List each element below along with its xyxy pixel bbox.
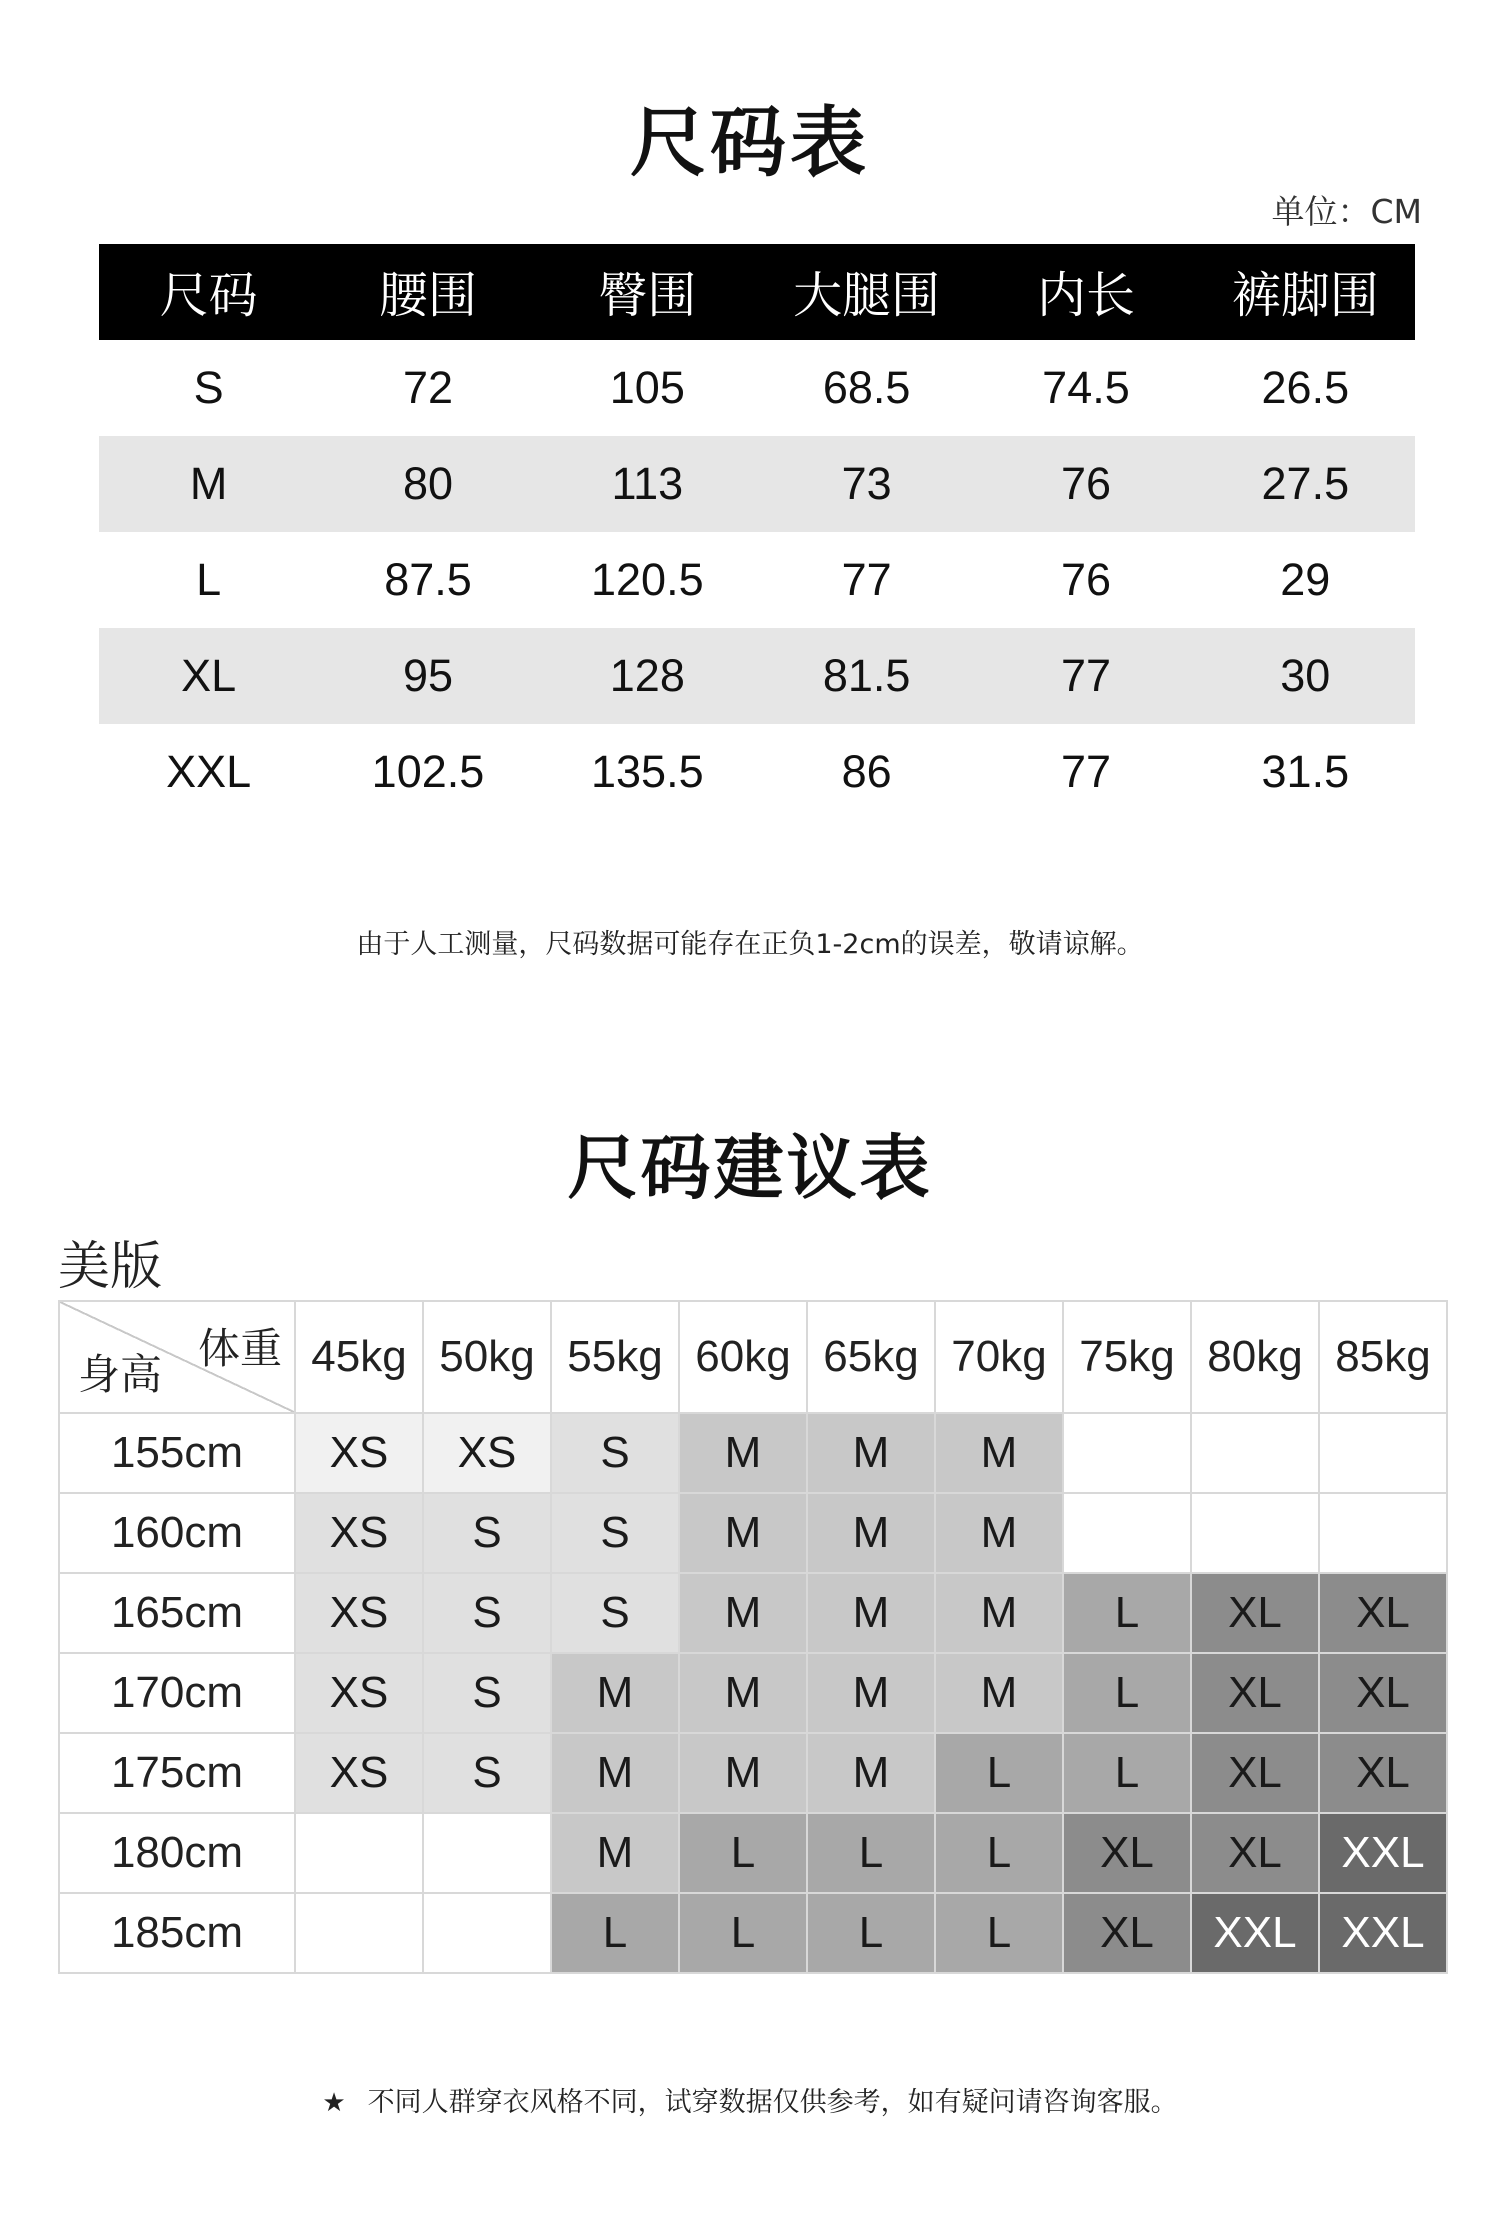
recommended-size-cell: M (935, 1573, 1063, 1653)
recommended-size-cell: M (807, 1573, 935, 1653)
recommended-size-cell: L (551, 1893, 679, 1973)
measurement-cell: 30 (1196, 628, 1415, 724)
height-row (59, 1893, 1447, 1973)
measurement-cell: 135.5 (591, 746, 704, 797)
corner-cell (59, 1301, 295, 1413)
recommended-size-cell: XXL (1319, 1813, 1447, 1893)
version-label: 美版 (58, 1237, 163, 1297)
recommended-size-cell: M (935, 1653, 1063, 1733)
header-hip: 臀围 (538, 244, 757, 340)
recommended-size-cell: XS (423, 1413, 551, 1493)
height-row (59, 1493, 1447, 1573)
recommended-size-cell: L (935, 1893, 1063, 1973)
recommended-size-cell: M (679, 1413, 807, 1493)
recommended-size-cell (1063, 1493, 1191, 1573)
recommendation-table (58, 1300, 1448, 1974)
size-row (99, 436, 1415, 532)
measurement-cell: 86 (841, 746, 892, 797)
header-leg-opening: 裤脚围 (1196, 244, 1415, 340)
recommended-size-cell: XL (1063, 1813, 1191, 1893)
weight-header-cell: 85kg (1319, 1301, 1447, 1413)
size-chart-header-row (99, 244, 1415, 340)
weight-header-cell: 55kg (551, 1301, 679, 1413)
recommended-size-cell: L (807, 1893, 935, 1973)
weight-header-cell: 45kg (295, 1301, 423, 1413)
weight-header-cell: 70kg (935, 1301, 1063, 1413)
recommended-size-cell (1063, 1413, 1191, 1493)
recommended-size-cell: S (423, 1573, 551, 1653)
recommended-size-cell (295, 1893, 423, 1973)
recommended-size-cell: M (679, 1653, 807, 1733)
recommended-size-cell: M (679, 1573, 807, 1653)
measurement-cell: 120.5 (591, 554, 704, 605)
measurement-cell: 76 (976, 436, 1195, 532)
recommended-size-cell: XS (295, 1653, 423, 1733)
height-row (59, 1653, 1447, 1733)
recommended-size-cell: XL (1191, 1813, 1319, 1893)
header-waist: 腰围 (318, 244, 537, 340)
recommended-size-cell: L (1063, 1573, 1191, 1653)
height-label-cell: 180cm (59, 1813, 295, 1893)
recommended-size-cell: XL (1319, 1653, 1447, 1733)
star-icon: ★ (322, 2088, 346, 2118)
size-row (99, 532, 1415, 628)
measurement-cell: 68.5 (822, 362, 911, 413)
recommended-size-cell: XXL (1319, 1893, 1447, 1973)
measurement-cell: 74.5 (1042, 362, 1130, 413)
recommended-size-cell: S (551, 1413, 679, 1493)
height-label-cell: 155cm (59, 1413, 295, 1493)
recommended-size-cell: L (679, 1813, 807, 1893)
recommendation-title: 尺码建议表 (567, 1127, 933, 1209)
weight-axis-label: 体重 (197, 1324, 282, 1373)
recommended-size-cell: M (807, 1733, 935, 1813)
measurement-cell: 77 (1060, 746, 1111, 797)
recommended-size-cell (1191, 1413, 1319, 1493)
measurement-cell: 128 (538, 628, 757, 724)
recommended-size-cell: M (807, 1413, 935, 1493)
header-thigh: 大腿围 (757, 244, 976, 340)
recommended-size-cell: M (807, 1653, 935, 1733)
recommended-size-cell (423, 1893, 551, 1973)
recommended-size-cell: M (551, 1813, 679, 1893)
measurement-cell: 77 (976, 628, 1195, 724)
size-chart-table (99, 244, 1415, 820)
recommended-size-cell: XS (295, 1573, 423, 1653)
recommended-size-cell: XL (1319, 1733, 1447, 1813)
height-label-cell: 160cm (59, 1493, 295, 1573)
size-row (99, 724, 1415, 820)
size-label-cell: S (193, 362, 224, 413)
height-row (59, 1733, 1447, 1813)
measurement-cell: 81.5 (757, 628, 976, 724)
recommended-size-cell: XXL (1191, 1893, 1319, 1973)
recommended-size-cell: XL (1063, 1893, 1191, 1973)
recommended-size-cell (1319, 1413, 1447, 1493)
recommended-size-cell: S (551, 1493, 679, 1573)
recommended-size-cell: XS (295, 1493, 423, 1573)
measurement-cell: 31.5 (1261, 746, 1350, 797)
measurement-cell: 72 (402, 362, 454, 413)
recommended-size-cell: XS (295, 1733, 423, 1813)
recommended-size-cell: S (423, 1493, 551, 1573)
weight-header-cell: 60kg (679, 1301, 807, 1413)
recommended-size-cell: M (935, 1413, 1063, 1493)
recommended-size-cell: M (679, 1733, 807, 1813)
recommended-size-cell: L (679, 1893, 807, 1973)
recommended-size-cell: L (1063, 1653, 1191, 1733)
recommended-size-cell: S (423, 1733, 551, 1813)
weight-header-row (59, 1301, 1447, 1413)
recommended-size-cell: L (935, 1733, 1063, 1813)
header-size: 尺码 (99, 244, 318, 340)
recommended-size-cell: L (935, 1813, 1063, 1893)
recommended-size-cell: L (1063, 1733, 1191, 1813)
size-chart-title: 尺码表 (630, 98, 870, 187)
recommended-size-cell (295, 1813, 423, 1893)
measurement-cell: 29 (1280, 554, 1331, 605)
size-row (99, 340, 1415, 436)
recommended-size-cell (1319, 1493, 1447, 1573)
header-inseam: 内长 (976, 244, 1195, 340)
size-row (99, 628, 1415, 724)
recommended-size-cell: M (807, 1493, 935, 1573)
recommended-size-cell: XL (1319, 1573, 1447, 1653)
height-label-cell: 170cm (59, 1653, 295, 1733)
recommended-size-cell: M (935, 1493, 1063, 1573)
recommended-size-cell: M (551, 1733, 679, 1813)
recommended-size-cell (1191, 1493, 1319, 1573)
measurement-note: 由于人工测量，尺码数据可能存在正负1-2cm的误差，敬请谅解。 (356, 929, 1144, 960)
recommended-size-cell: XL (1191, 1733, 1319, 1813)
size-label-cell: M (99, 436, 318, 532)
measurement-cell: 26.5 (1261, 362, 1350, 413)
measurement-cell: 77 (841, 554, 892, 605)
measurement-cell: 76 (1060, 554, 1111, 605)
recommended-size-cell: XS (295, 1413, 423, 1493)
height-axis-label: 身高 (78, 1350, 163, 1399)
height-row (59, 1813, 1447, 1893)
height-label-cell: 175cm (59, 1733, 295, 1813)
measurement-cell: 105 (609, 362, 685, 413)
recommended-size-cell: L (807, 1813, 935, 1893)
height-label-cell: 185cm (59, 1893, 295, 1973)
weight-header-cell: 50kg (423, 1301, 551, 1413)
size-label-cell: XXL (166, 746, 252, 797)
height-row (59, 1413, 1447, 1493)
measurement-cell: 95 (318, 628, 537, 724)
measurement-cell: 27.5 (1196, 436, 1415, 532)
measurement-cell: 113 (538, 436, 757, 532)
weight-header-cell: 65kg (807, 1301, 935, 1413)
measurement-cell: 80 (318, 436, 537, 532)
height-row (59, 1573, 1447, 1653)
unit-label: 单位：CM (1271, 192, 1422, 231)
height-label-cell: 165cm (59, 1573, 295, 1653)
measurement-cell: 87.5 (384, 554, 472, 605)
recommended-size-cell: M (679, 1493, 807, 1573)
size-label-cell: XL (99, 628, 318, 724)
fit-note (0, 2080, 1500, 2119)
measurement-cell: 102.5 (371, 746, 485, 797)
recommended-size-cell: S (551, 1573, 679, 1653)
size-label-cell: L (196, 554, 222, 605)
recommended-size-cell (423, 1813, 551, 1893)
measurement-cell: 73 (757, 436, 976, 532)
recommended-size-cell: XL (1191, 1573, 1319, 1653)
recommended-size-cell: M (551, 1653, 679, 1733)
fit-note-text: 不同人群穿衣风格不同，试穿数据仅供参考，如有疑问请咨询客服。 (367, 2087, 1178, 2118)
weight-header-cell: 80kg (1191, 1301, 1319, 1413)
weight-header-cell: 75kg (1063, 1301, 1191, 1413)
recommended-size-cell: XL (1191, 1653, 1319, 1733)
recommended-size-cell: S (423, 1653, 551, 1733)
